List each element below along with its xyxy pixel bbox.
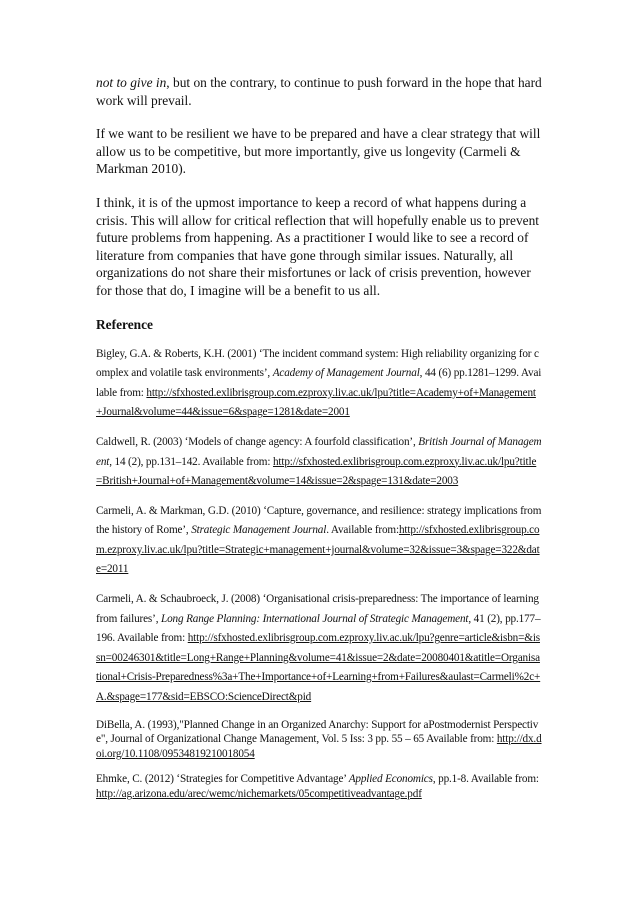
paragraph-1	[96, 74, 542, 109]
reference-text: DiBella, A. (1993),"Planned Change in an Organized Anarchy: Support for aPostmodernist Perspective", Journal of Organizational Change Management, Vol. 5 Iss: 3 pp. 55 – 65	[96, 718, 539, 746]
reference-availability: . Available from:	[326, 524, 399, 537]
reference-availability: , pp.1-8. Available from:	[432, 773, 539, 786]
reference-availability: Available from:	[424, 733, 497, 746]
reference-entry	[96, 590, 542, 708]
reference-heading: Reference	[96, 316, 153, 332]
reference-text: Caldwell, R. (2003) ‘Models of change agency: A fourfold classification’,	[96, 435, 419, 448]
reference-link[interactable]: http://ag.arizona.edu/arec/wemc/nichemarkets/05competitiveadvantage.pdf	[96, 788, 422, 800]
reference-link[interactable]: http://sfxhosted.exlibrisgroup.com.ezproxy.liv.ac.uk/lpu?title=Academy+of+Management+Journal&volume=44&issue=6&spage=1281&date=2001	[96, 386, 536, 419]
reference-entry	[96, 502, 542, 580]
reference-link[interactable]: http://dx.doi.org/10.1108/09534819210018054	[96, 733, 542, 760]
paragraph-1-emphasis: not to give in	[96, 75, 167, 90]
reference-link[interactable]: http://sfxhosted.exlibrisgroup.com.ezproxy.liv.ac.uk/lpu?title=British+Journal+of+Management&volume=14&issue=2&spage=131&date=2003	[96, 455, 537, 488]
paragraph-3: I think, it is of the upmost importance to keep a record of what happens during a crisis. This will allow for critical reflection that will hopefully enable us to prevent future problems from happening. As a practitioner I would like to see a record of literature from companies that have gone through similar issues. Naturally, all organizations do not share their misfortunes or lack of crisis prevention, however for those that do, I imagine will be a benefit to us all.	[96, 194, 540, 298]
reference-journal: British Journal of Management	[96, 435, 542, 468]
reference-journal: Long Range Planning: International Journal of Strategic Management	[161, 612, 469, 625]
reference-journal: Applied Economics	[348, 773, 433, 786]
reference-link[interactable]: http://sfxhosted.exlibrisgroup.com.ezproxy.liv.ac.uk/lpu?title=Strategic+management+journal&volume=32&issue=3&spage=322&date=2011	[96, 524, 540, 576]
paragraph-2: If we want to be resilient we have to be prepared and have a clear strategy that will allow us to be competitive, but more importantly, give us longevity (Carmeli & Markman 2010).	[96, 126, 541, 177]
reference-availability: , 44 (6) pp.1281–1299. Available from:	[96, 367, 542, 399]
reference-text: Ehmke, C. (2012) ‘Strategies for Competitive Advantage’	[96, 773, 349, 786]
reference-text: Carmeli, A. & Schaubroeck, J. (2008) ‘Organisational crisis-preparedness: The importance of learning from failures’,	[96, 593, 539, 625]
reference-entry	[96, 772, 542, 801]
reference-availability: , 41 (2), pp.177–196. Available from:	[96, 612, 541, 645]
reference-entry	[96, 718, 542, 762]
reference-text: Carmeli, A. & Markman, G.D. (2010) ‘Capture, governance, and resilience: strategy implications from the history of Rome’,	[96, 504, 542, 537]
reference-link[interactable]: http://sfxhosted.exlibrisgroup.com.ezproxy.liv.ac.uk/lpu?genre=article&isbn=&issn=00246301&title=Long+Range+Planning&volume=41&issue=2&date=20080401&atitle=Organisational+Crisis-Preparedness%3a+The+Importance+of+Learning+from+Failures&aulast=Carmeli%2c+A.&spage=177&sid=EBSCO:ScienceDirect&pid	[96, 632, 541, 704]
reference-entry	[96, 433, 542, 492]
reference-journal: Strategic Management Journal	[191, 524, 327, 537]
reference-entry	[96, 345, 542, 423]
reference-journal: Academy of Management Journal	[272, 367, 420, 380]
paragraph-1-text: , but on the contrary, to continue to push forward in the hope that hard work will prevail.	[96, 75, 542, 108]
reference-text: Bigley, G.A. & Roberts, K.H. (2001) ‘The incident command system: High reliability organizing for complex and volatile task environments’,	[96, 347, 539, 380]
reference-availability: , 14 (2), pp.131–142. Available from:	[109, 455, 273, 468]
document-page	[96, 74, 542, 813]
